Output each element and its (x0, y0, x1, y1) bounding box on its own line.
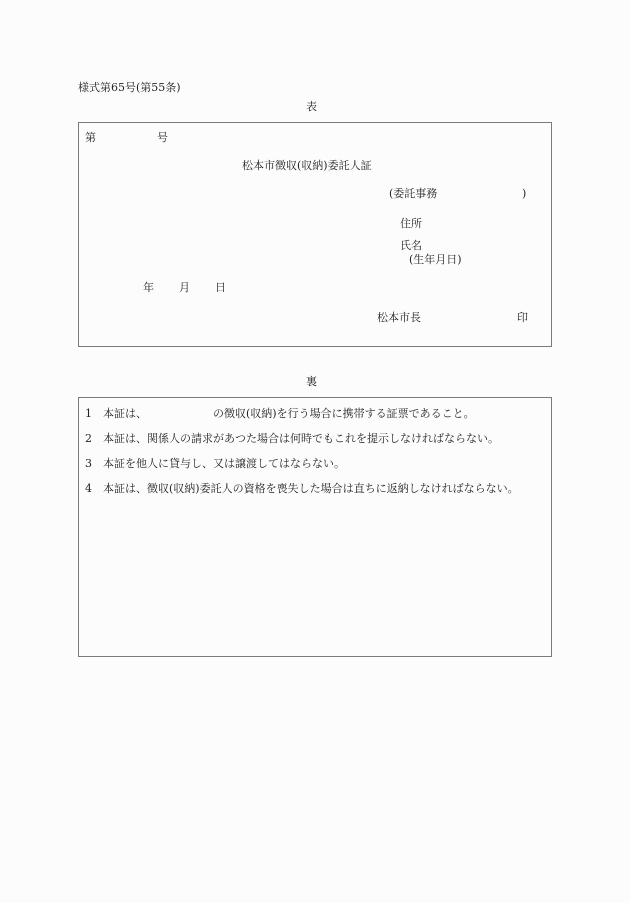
item-number: 3 (85, 457, 92, 470)
item-number: 4 (85, 482, 92, 495)
item-number: 2 (85, 432, 92, 445)
entrusted-work-close: ) (522, 187, 527, 200)
back-side-label: 裏 (306, 375, 317, 388)
certificate-front (78, 122, 552, 347)
item-number: 1 (85, 407, 92, 420)
date-month: 月 (179, 281, 190, 294)
date-year: 年 (143, 281, 154, 294)
address-label: 住所 (400, 217, 422, 230)
form-number: 様式第65号(第55条) (78, 81, 181, 94)
birthdate-label: (生年月日) (409, 253, 462, 266)
front-side-label: 表 (306, 100, 317, 113)
certificate-back (78, 397, 552, 657)
item-text-cont: の徴収(収納)を行う場合に携帯する証票であること。 (213, 407, 475, 420)
item-text: 本証は、関係人の請求があつた場合は何時でもこれを提示しなければならない。 (103, 432, 499, 445)
item-text: 本証は、 (103, 407, 147, 420)
certificate-title: 松本市徴収(収納)委託人証 (242, 159, 372, 172)
entrusted-work-open: (委託事務 (389, 187, 438, 200)
seal-mark: 印 (517, 311, 528, 324)
issuer: 松本市長 (377, 311, 421, 324)
list-item (85, 458, 345, 469)
item-text: 本証は、徴収(収納)委託人の資格を喪失した場合は直ちに返納しなければならない。 (103, 482, 519, 495)
date-day: 日 (215, 281, 226, 294)
list-item (85, 408, 475, 419)
list-item (85, 433, 499, 444)
list-item (85, 483, 519, 494)
item-text: 本証を他人に貸与し、又は譲渡してはならない。 (103, 457, 345, 470)
number-prefix: 第 (85, 131, 96, 144)
name-label: 氏名 (400, 239, 422, 252)
number-suffix: 号 (157, 131, 168, 144)
